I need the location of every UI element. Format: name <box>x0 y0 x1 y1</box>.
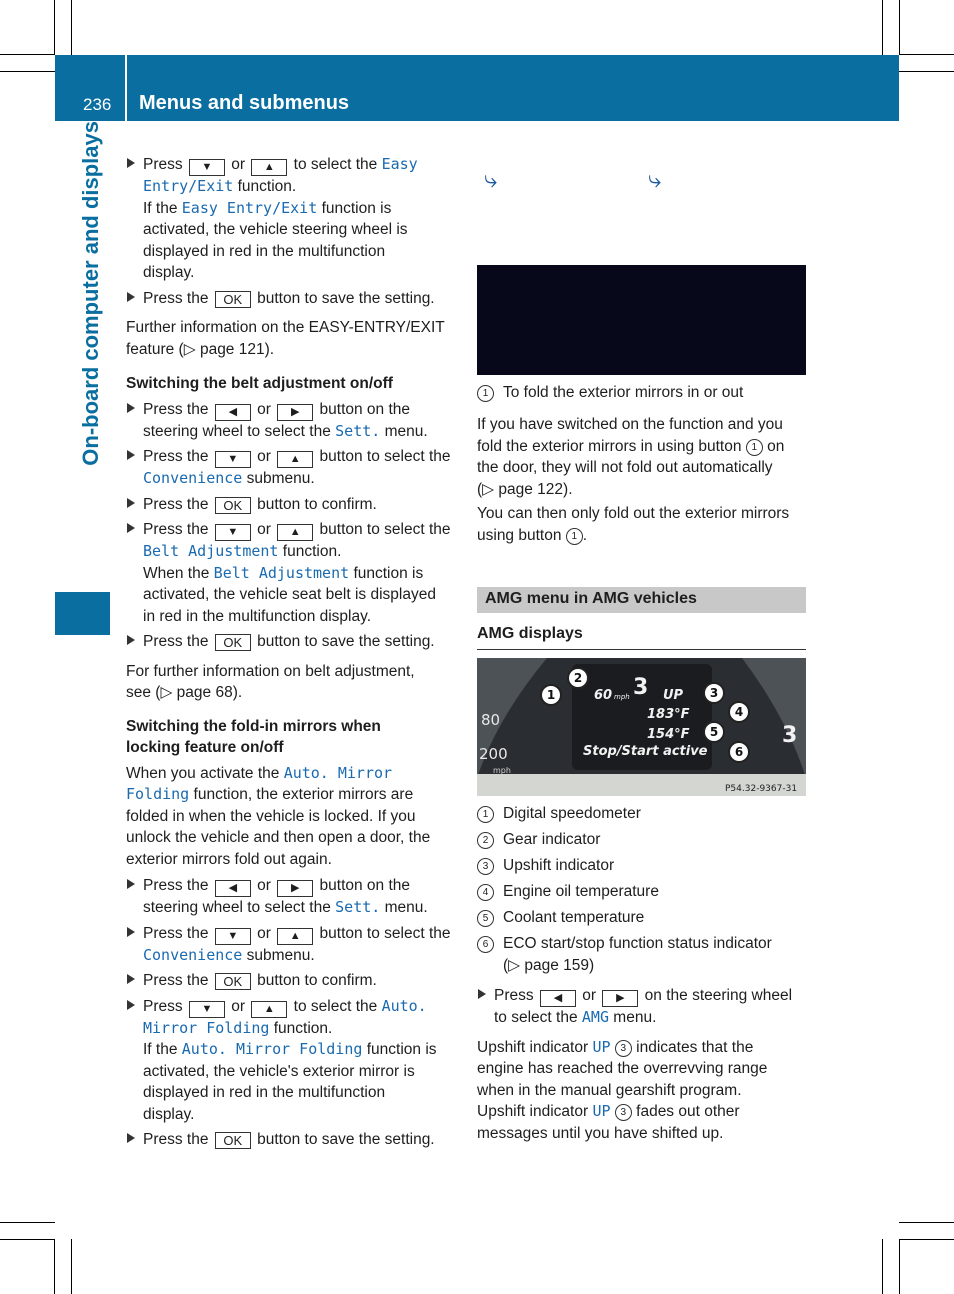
mirror-fold-arrow-icon: ⤷ <box>648 166 662 193</box>
instruction-step: Press ▼ or ▲ to select the Easy Entry/Exit function. If the Easy Entry/Exit function is activated, the vehicle steering wheel is displayed in red in the multifunction display. <box>126 154 461 284</box>
mirror-button-image <box>477 265 806 375</box>
dial-unit: mph <box>493 766 511 775</box>
paragraph: If you have switched on the function and you fold the exterior mirrors in using button 1 on the door, they will not fold out automatically (▷ page 122). <box>477 416 785 498</box>
crop-mark <box>0 1239 55 1240</box>
side-tab-marker <box>55 592 110 635</box>
ok-key: OK <box>215 634 251 651</box>
side-tab-label: On-board computer and displays <box>78 121 103 466</box>
ok-key: OK <box>215 497 251 514</box>
crop-mark <box>899 1239 954 1240</box>
down-key: ▼ <box>215 928 251 945</box>
step-arrow-icon <box>127 974 135 984</box>
step-arrow-icon <box>127 450 135 460</box>
crop-mark <box>899 1222 954 1223</box>
gear-readout: 3 <box>633 675 649 700</box>
crop-mark <box>0 71 55 72</box>
crop-mark <box>54 0 55 55</box>
callout-2: 2 <box>573 671 583 685</box>
callout-4: 4 <box>734 705 744 719</box>
right-key: ▶ <box>602 990 638 1007</box>
section-heading: AMG menu in AMG vehicles <box>477 587 806 613</box>
subsection-heading: AMG displays <box>477 625 806 650</box>
instruction-step: Press the ▼ or ▲ button to select the Belt Adjustment function. When the Belt Adjustment function is activated, the vehicle seat belt is displayed in red in the multifunction display. <box>126 519 461 627</box>
legend-item: 4 Engine oil temperature <box>477 881 812 907</box>
crop-mark <box>899 71 954 72</box>
step-arrow-icon <box>127 1133 135 1143</box>
amg-display-illustration <box>477 658 806 796</box>
big-gear-readout: 3 <box>782 723 798 748</box>
crop-mark <box>899 1239 900 1294</box>
speed-readout: 60 <box>594 688 613 703</box>
instruction-step: Press ▼ or ▲ to select the Auto. Mirror Folding function. If the Auto. Mirror Folding function is activated, the vehicle's exterior mirror is displayed in red in the multifunction display. <box>126 996 461 1126</box>
paragraph: Further information on the EASY-ENTRY/EXIT feature (▷ page 121). <box>126 319 445 358</box>
crop-mark <box>899 0 900 55</box>
crop-mark <box>882 0 883 55</box>
legend-item: 1 Digital speedometer <box>477 803 812 829</box>
subheading: Switching the belt adjustment on/off <box>126 375 393 392</box>
up-key: ▲ <box>251 1001 287 1018</box>
step-arrow-icon <box>127 403 135 413</box>
step-arrow-icon <box>127 292 135 302</box>
step-arrow-icon <box>127 498 135 508</box>
down-key: ▼ <box>189 1001 225 1018</box>
paragraph: For further information on belt adjustment, see (▷ page 68). <box>126 662 415 701</box>
legend-item: 6 ECO start/stop function status indicator (▷ page 159) <box>477 933 812 977</box>
subheading: Switching the fold-in mirrors when locking feature on/off <box>126 717 381 756</box>
dial-label: 80 <box>481 711 501 729</box>
step-arrow-icon <box>127 927 135 937</box>
dial-label: 200 <box>479 745 508 763</box>
right-key: ▶ <box>277 404 313 421</box>
left-key: ◀ <box>540 990 576 1007</box>
instruction-step: Press the ▼ or ▲ button to select the Convenience submenu. <box>126 923 461 967</box>
ok-key: OK <box>215 291 251 308</box>
page-header <box>55 55 899 121</box>
instruction-step: Press the OK button to save the setting. <box>126 1129 461 1151</box>
upshift-readout: UP <box>663 688 684 703</box>
instruction-step: Press the OK button to confirm. <box>126 970 461 992</box>
up-key: ▲ <box>251 159 287 176</box>
amg-display-figure <box>477 658 806 796</box>
right-column-top <box>477 382 812 546</box>
down-key: ▼ <box>215 451 251 468</box>
callout-1: 1 <box>546 688 556 702</box>
step-arrow-icon <box>127 523 135 533</box>
crop-mark <box>54 1239 55 1294</box>
speed-unit: mph <box>614 693 630 701</box>
figure-caption: 1 To fold the exterior mirrors in or out <box>477 382 812 408</box>
down-key: ▼ <box>215 524 251 541</box>
page-title: Menus and submenus <box>139 92 350 114</box>
step-arrow-icon <box>127 635 135 645</box>
instruction-step: Press ◀ or ▶ on the steering wheel to select the AMG menu. <box>477 985 812 1029</box>
step-arrow-icon <box>127 879 135 889</box>
instruction-step: Press the ▼ or ▲ button to select the Convenience submenu. <box>126 446 461 490</box>
instruction-step: Press the OK button to save the setting. <box>126 631 461 653</box>
step-arrow-icon <box>127 158 135 168</box>
oil-temp-readout: 183°F <box>647 707 690 722</box>
up-key: ▲ <box>277 928 313 945</box>
instruction-step: Press the ◀ or ▶ button on the steering wheel to select the Sett. menu. <box>126 875 461 919</box>
callout-6: 6 <box>734 745 744 759</box>
callout-5: 5 <box>709 725 719 739</box>
figure-legend <box>477 803 812 977</box>
left-column <box>126 154 461 1151</box>
coolant-temp-readout: 154°F <box>647 727 690 742</box>
right-column-bottom <box>477 803 812 1144</box>
left-key: ◀ <box>215 404 251 421</box>
up-key: ▲ <box>277 451 313 468</box>
side-tab <box>55 121 110 591</box>
step-arrow-icon <box>127 1000 135 1010</box>
figure-code: P54.32-9367-31 <box>725 784 798 794</box>
legend-item: 5 Coolant temperature <box>477 907 812 933</box>
stop-start-readout: Stop/Start active <box>583 744 708 759</box>
crop-mark <box>899 54 954 55</box>
step-arrow-icon <box>478 989 486 999</box>
paragraph: When you activate the Auto. Mirror Folding function, the exterior mirrors are folded in when the vehicle is locked. If you unlock the vehicle and then open a door, the exterior mirrors fold out again. <box>126 763 431 868</box>
crop-mark <box>71 0 72 55</box>
legend-item: 3 Upshift indicator <box>477 855 812 881</box>
callout-3: 3 <box>709 686 719 700</box>
ok-key: OK <box>215 1132 251 1149</box>
crop-mark <box>0 54 55 55</box>
right-key: ▶ <box>277 880 313 897</box>
crop-mark <box>882 1239 883 1294</box>
header-divider <box>125 55 127 121</box>
page-number: 236 <box>83 95 112 114</box>
legend-item: 2 Gear indicator <box>477 829 812 855</box>
left-key: ◀ <box>215 880 251 897</box>
paragraph: You can then only fold out the exterior mirrors using button 1 . <box>477 505 790 544</box>
crop-mark <box>0 1222 55 1223</box>
paragraph: Upshift indicator UP 3 indicates that the engine has reached the overrevving range when in the manual gearshift program. Upshift indicator UP 3 fades out other messages until you have shifted up. <box>477 1037 768 1142</box>
instruction-step: Press the ◀ or ▶ button on the steering wheel to select the Sett. menu. <box>126 399 461 443</box>
mirror-fold-arrow-icon: ⤷ <box>484 166 498 193</box>
crop-mark <box>71 1239 72 1294</box>
instruction-step: Press the OK button to save the setting. <box>126 288 461 310</box>
up-key: ▲ <box>277 524 313 541</box>
down-key: ▼ <box>189 159 225 176</box>
instruction-step: Press the OK button to confirm. <box>126 494 461 516</box>
ok-key: OK <box>215 973 251 990</box>
